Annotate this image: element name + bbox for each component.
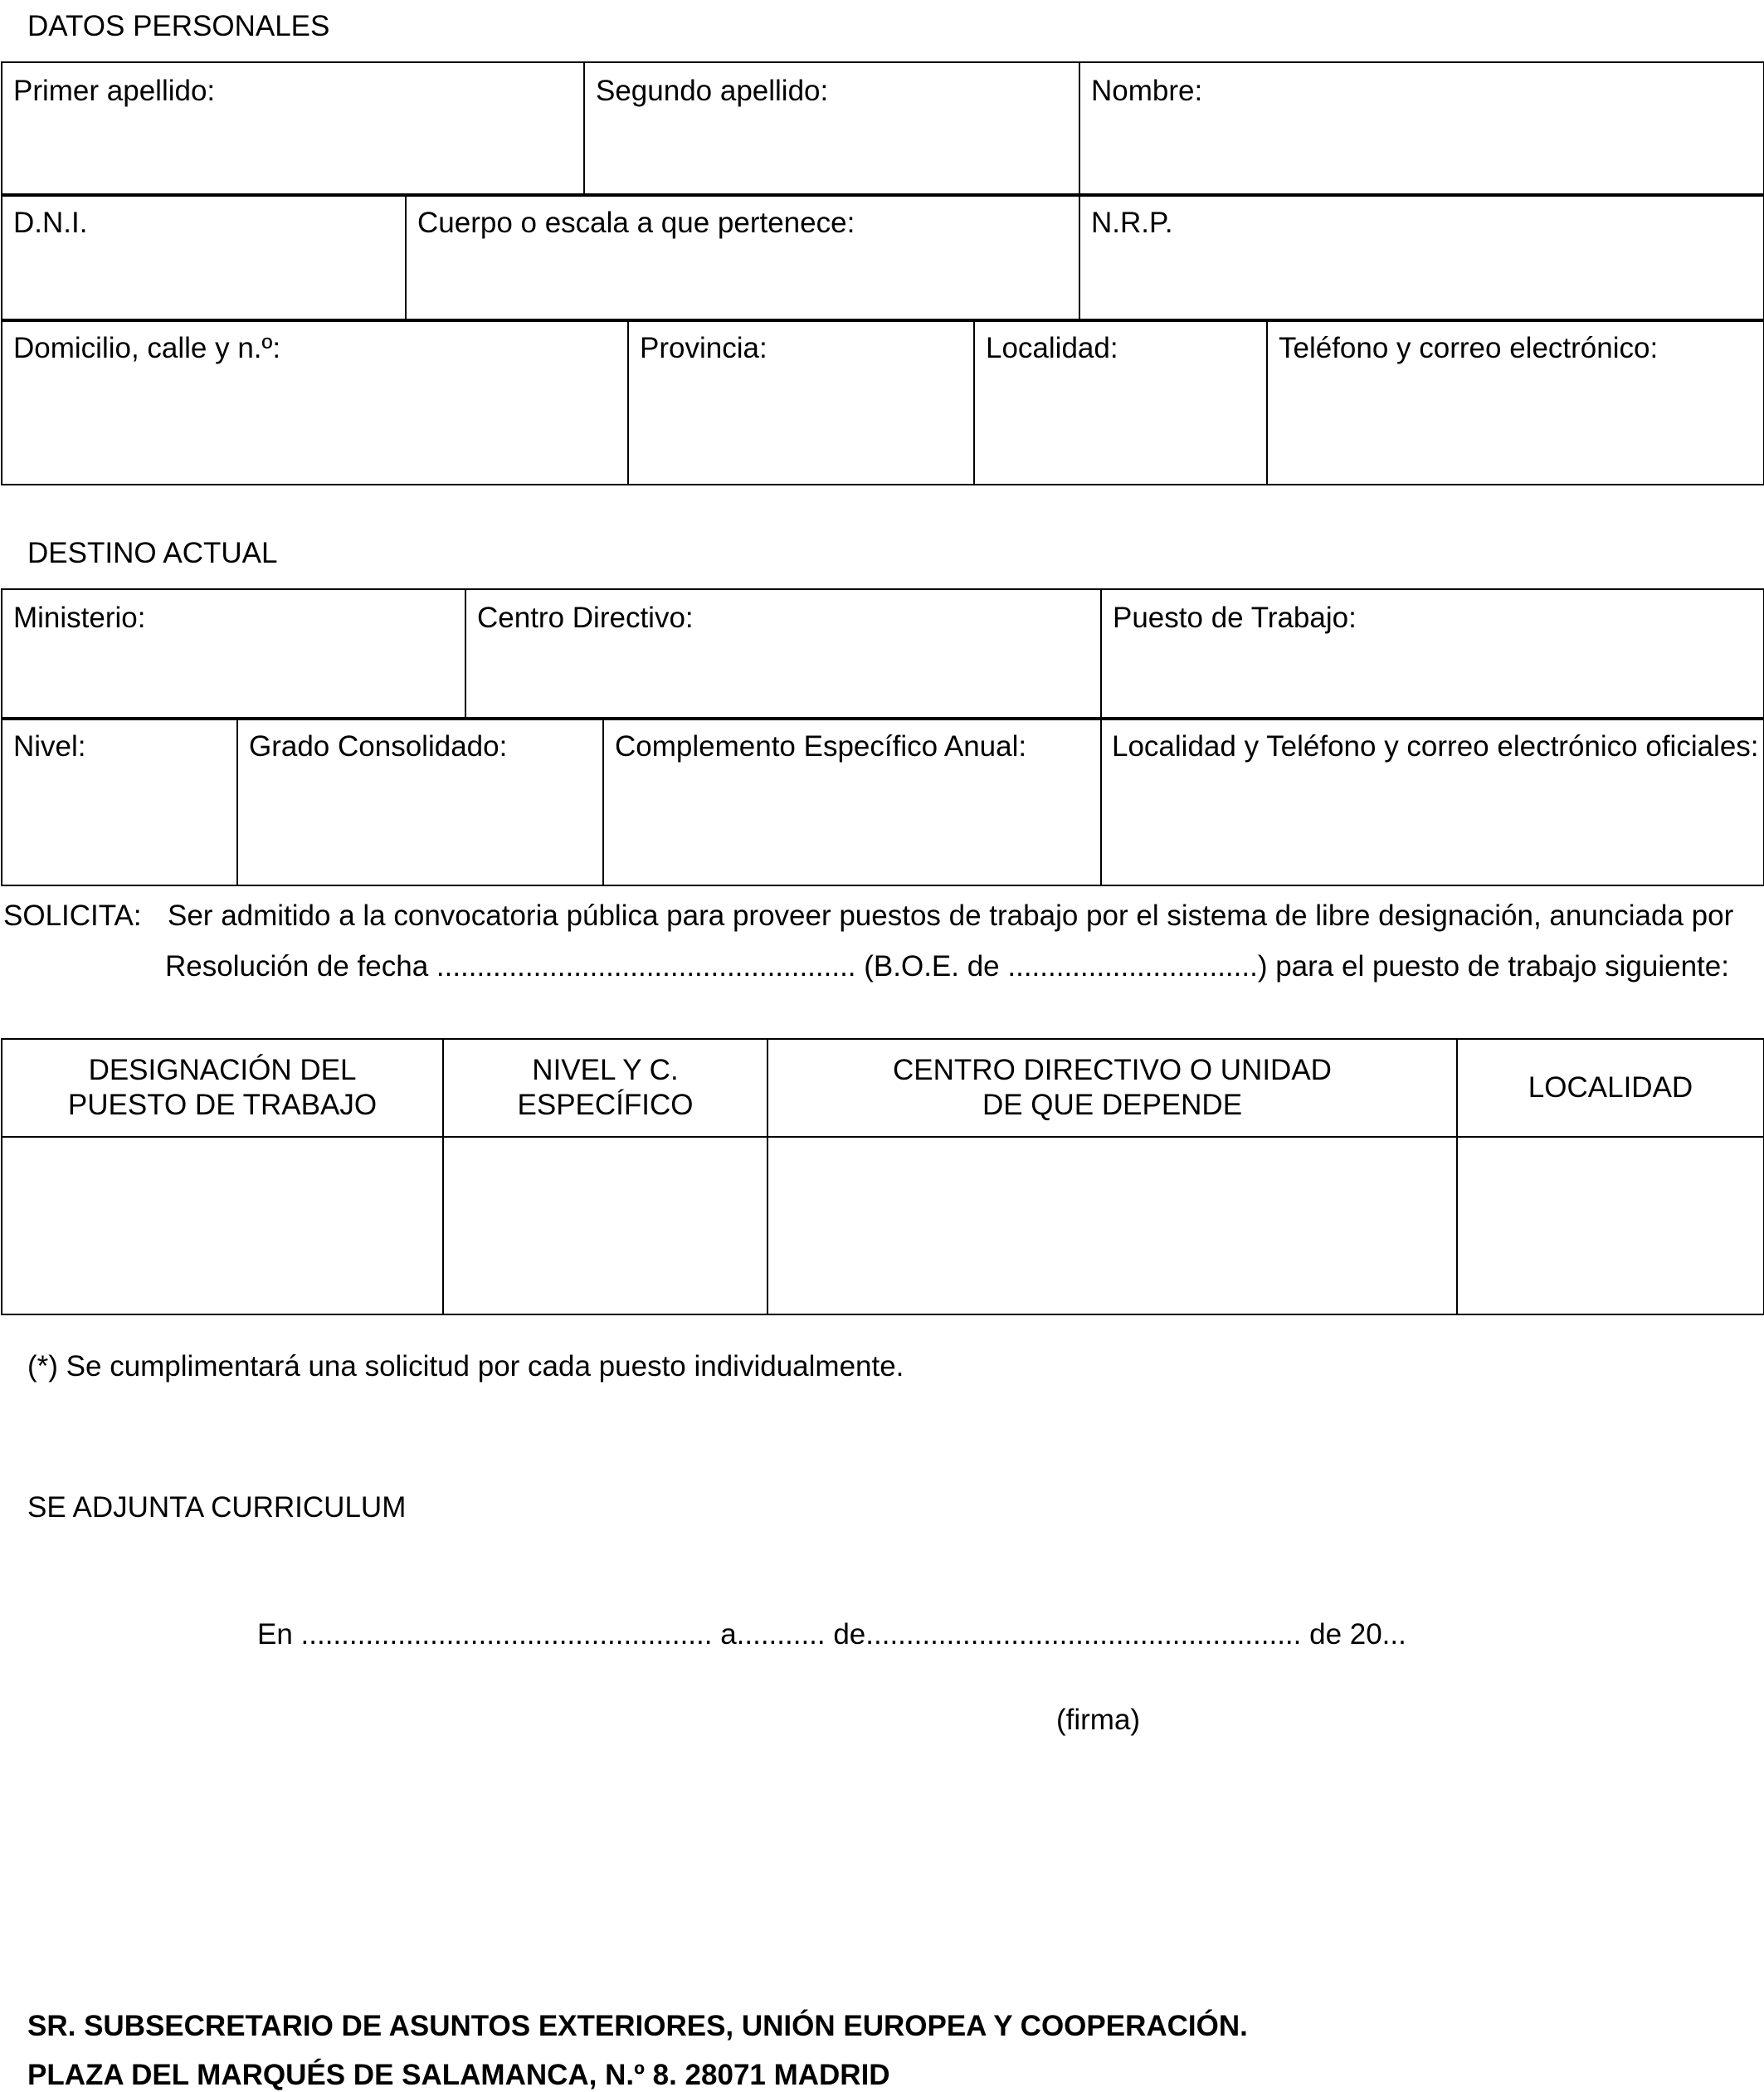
- field-nivel[interactable]: [2, 718, 237, 885]
- label-puesto-trabajo: Puesto de Trabajo:: [1113, 602, 1357, 634]
- header-designacion-line1: DESIGNACIÓN DEL: [88, 1054, 357, 1086]
- section-title-datos-personales: DATOS PERSONALES: [27, 10, 330, 42]
- field-segundo-apellido[interactable]: [584, 62, 1079, 196]
- label-nrp: N.R.P.: [1091, 207, 1173, 239]
- puestos-header-row: [2, 1039, 1764, 1137]
- puestos-entry-row: [2, 1137, 1764, 1314]
- adjunta-curriculum: SE ADJUNTA CURRICULUM: [27, 1491, 407, 1524]
- field-grado-consolidado[interactable]: [237, 718, 603, 885]
- label-localidad: Localidad:: [986, 332, 1118, 364]
- personal-data-table-row3: [1, 319, 1764, 485]
- solicita-line2: Resolución de fecha .................................................... (B.O.E. de ...............................) para el puesto de trabajo siguiente:: [165, 950, 1729, 983]
- cell-centro-directivo-unidad[interactable]: [767, 1137, 1457, 1314]
- field-centro-directivo[interactable]: [465, 589, 1101, 719]
- field-primer-apellido[interactable]: [2, 62, 584, 196]
- label-segundo-apellido: Segundo apellido:: [596, 75, 829, 107]
- field-complemento-especifico[interactable]: [603, 718, 1101, 885]
- personal-data-table-row1: [1, 61, 1764, 197]
- field-ministerio[interactable]: [2, 589, 465, 719]
- field-domicilio[interactable]: [2, 319, 628, 485]
- field-cuerpo-escala[interactable]: [406, 194, 1079, 321]
- address-line2: PLAZA DEL MARQUÉS DE SALAMANCA, N.º 8. 28071 MADRID: [27, 2059, 890, 2091]
- header-centro-line2: DE QUE DEPENDE: [982, 1089, 1243, 1121]
- note-solicitud: (*) Se cumplimentará una solicitud por cada puesto individualmente.: [27, 1350, 904, 1382]
- label-centro-directivo: Centro Directivo:: [477, 602, 694, 634]
- cell-designacion-puesto[interactable]: [2, 1137, 443, 1314]
- field-puesto-trabajo[interactable]: [1101, 589, 1764, 719]
- cell-localidad[interactable]: [1457, 1137, 1764, 1314]
- destino-table-row2: [1, 717, 1764, 886]
- address-line1: SR. SUBSECRETARIO DE ASUNTOS EXTERIORES, UNIÓN EUROPEA Y COOPERACIÓN.: [27, 2010, 1248, 2042]
- solicita-label: SOLICITA:: [3, 900, 142, 932]
- puestos-table: [1, 1038, 1764, 1315]
- field-nrp[interactable]: [1079, 194, 1764, 321]
- header-designacion-line2: PUESTO DE TRABAJO: [67, 1089, 378, 1121]
- solicita-line1: Ser admitido a la convocatoria pública para proveer puestos de trabajo por el sistema de libre designación, anunciada por: [168, 900, 1734, 932]
- field-dni[interactable]: [2, 194, 406, 321]
- header-localidad-line1: LOCALIDAD: [1528, 1071, 1693, 1104]
- header-nivel-line2: ESPECÍFICO: [517, 1089, 694, 1121]
- field-provincia[interactable]: [628, 319, 974, 485]
- header-nivel-line1: NIVEL Y C.: [532, 1054, 679, 1086]
- field-localidad[interactable]: [974, 319, 1267, 485]
- cell-nivel-especifico[interactable]: [443, 1137, 767, 1314]
- label-complemento-especifico: Complemento Específico Anual:: [615, 730, 1027, 763]
- header-nivel-especifico: [443, 1039, 767, 1137]
- header-centro-directivo-unidad: [767, 1039, 1457, 1137]
- firma-label: (firma): [1056, 1704, 1141, 1736]
- label-ministerio: Ministerio:: [13, 602, 146, 634]
- label-grado-consolidado: Grado Consolidado:: [249, 730, 508, 763]
- destino-table-row1: [1, 588, 1764, 720]
- header-centro-line1: CENTRO DIRECTIVO O UNIDAD: [893, 1054, 1332, 1086]
- field-telefono-correo[interactable]: [1267, 319, 1764, 485]
- label-domicilio: Domicilio, calle y n.º:: [13, 332, 281, 364]
- label-nombre: Nombre:: [1091, 75, 1203, 107]
- fecha-line: En ................................................... a........... de...................................................... de 20...: [257, 1618, 1406, 1651]
- label-telefono-correo: Teléfono y correo electrónico:: [1279, 332, 1659, 364]
- header-localidad: [1457, 1039, 1764, 1137]
- label-dni: D.N.I.: [13, 207, 88, 239]
- label-nivel: Nivel:: [13, 730, 86, 763]
- label-provincia: Provincia:: [640, 332, 767, 364]
- label-localidad-telefono-oficiales: Localidad y Teléfono y correo electrónico oficiales:: [1112, 730, 1759, 763]
- field-nombre[interactable]: [1079, 62, 1764, 196]
- field-localidad-telefono-oficiales[interactable]: [1101, 718, 1764, 885]
- label-cuerpo-escala: Cuerpo o escala a que pertenece:: [417, 207, 855, 239]
- header-designacion-puesto: [2, 1039, 443, 1137]
- label-primer-apellido: Primer apellido:: [13, 75, 216, 107]
- personal-data-table-row2: [1, 193, 1764, 322]
- section-title-destino-actual: DESTINO ACTUAL: [27, 537, 278, 569]
